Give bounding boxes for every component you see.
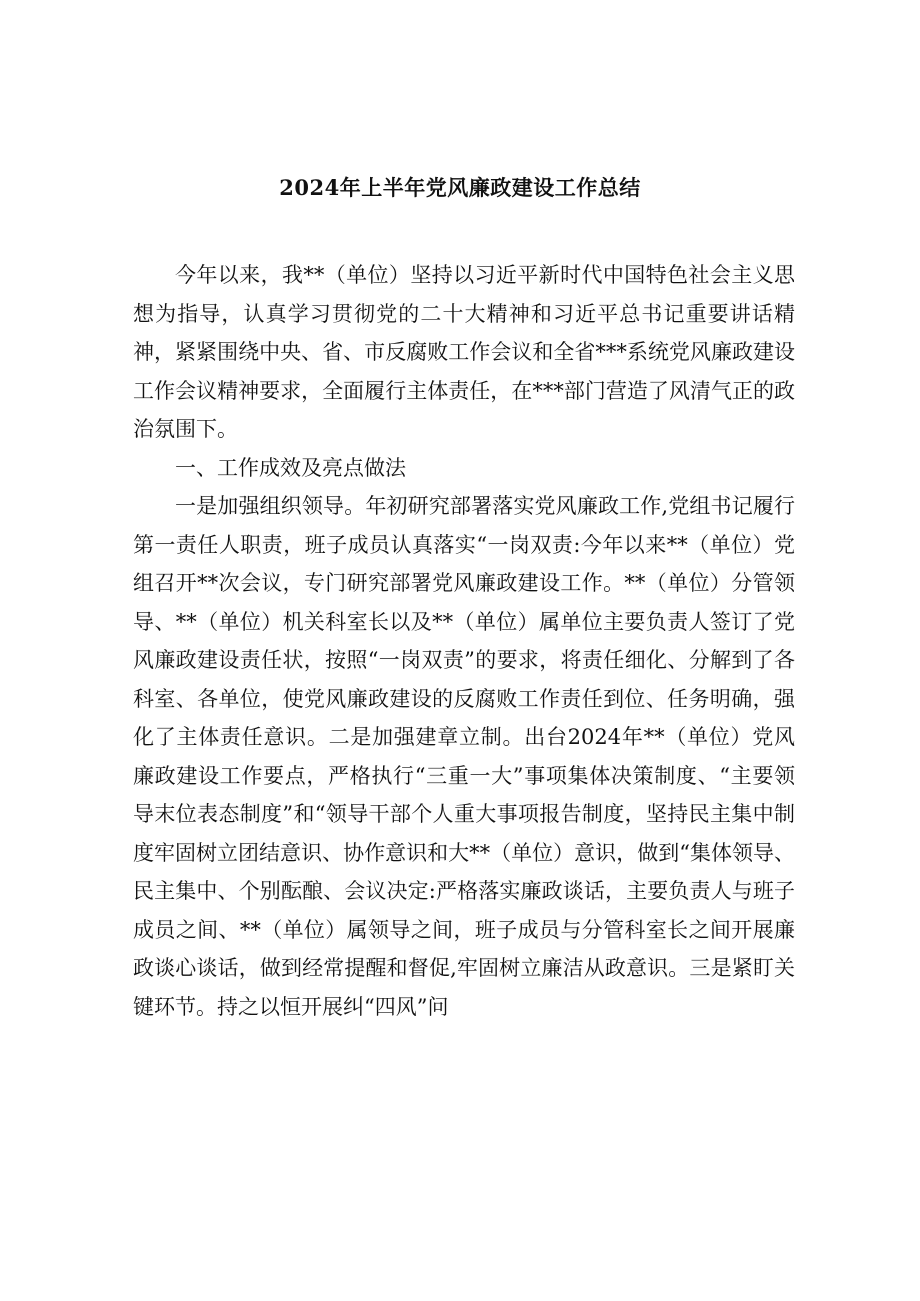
intro-paragraph: 今年以来，我**（单位）坚持以习近平新时代中国特色社会主义思想为指导，认真学习贯彻党的二十大精神和习近平总书记重要讲话精神，紧紧围绕中央、省、市反腐败工作会议和全省***系统党风廉政建设工作会议精神要求，全面履行主体责任，在***部门营造了风清气正的政治氛围下。 (133, 263, 795, 441)
document-body (133, 256, 795, 1026)
body-paragraph: 一是加强组织领导。年初研究部署落实党风廉政工作,党组书记履行第一责任人职责，班子成员认真落实“一岗双责:今年以来**（单位）党组召开**次会议，专门研究部署党风廉政建设工作。**（单位）分管领导、**（单位）机关科室长以及**（单位）属单位主要负责人签订了党风廉政建设责任状，按照“一岗双责”的要求，将责任细化、分解到了各科室、各单位，使党风廉政建设的反腐败工作责任到位、任务明确，强化了主体责任意识。二是加强建章立制。出台2024年**（单位）党风廉政建设工作要点，严格执行“三重一大”事项集体决策制度、“主要领导末位表态制度”和“领导干部个人重大事项报告制度，坚持民主集中制度牢固树立团结意识、协作意识和大**（单位）意识，做到“集体领导、民主集中、个别酝酿、会议决定:严格落实廉政谈话，主要负责人与班子成员之间、**（单位）属领导之间，班子成员与分管科室长之间开展廉政谈心谈话，做到经常提醒和督促,牢固树立廉洁从政意识。三是紧盯关键环节。持之以恒开展纠“四风”问 (133, 494, 795, 1019)
section-heading: 一、工作成效及亮点做法 (175, 455, 406, 480)
document-title: 2024年上半年党风廉政建设工作总结 (279, 175, 641, 200)
